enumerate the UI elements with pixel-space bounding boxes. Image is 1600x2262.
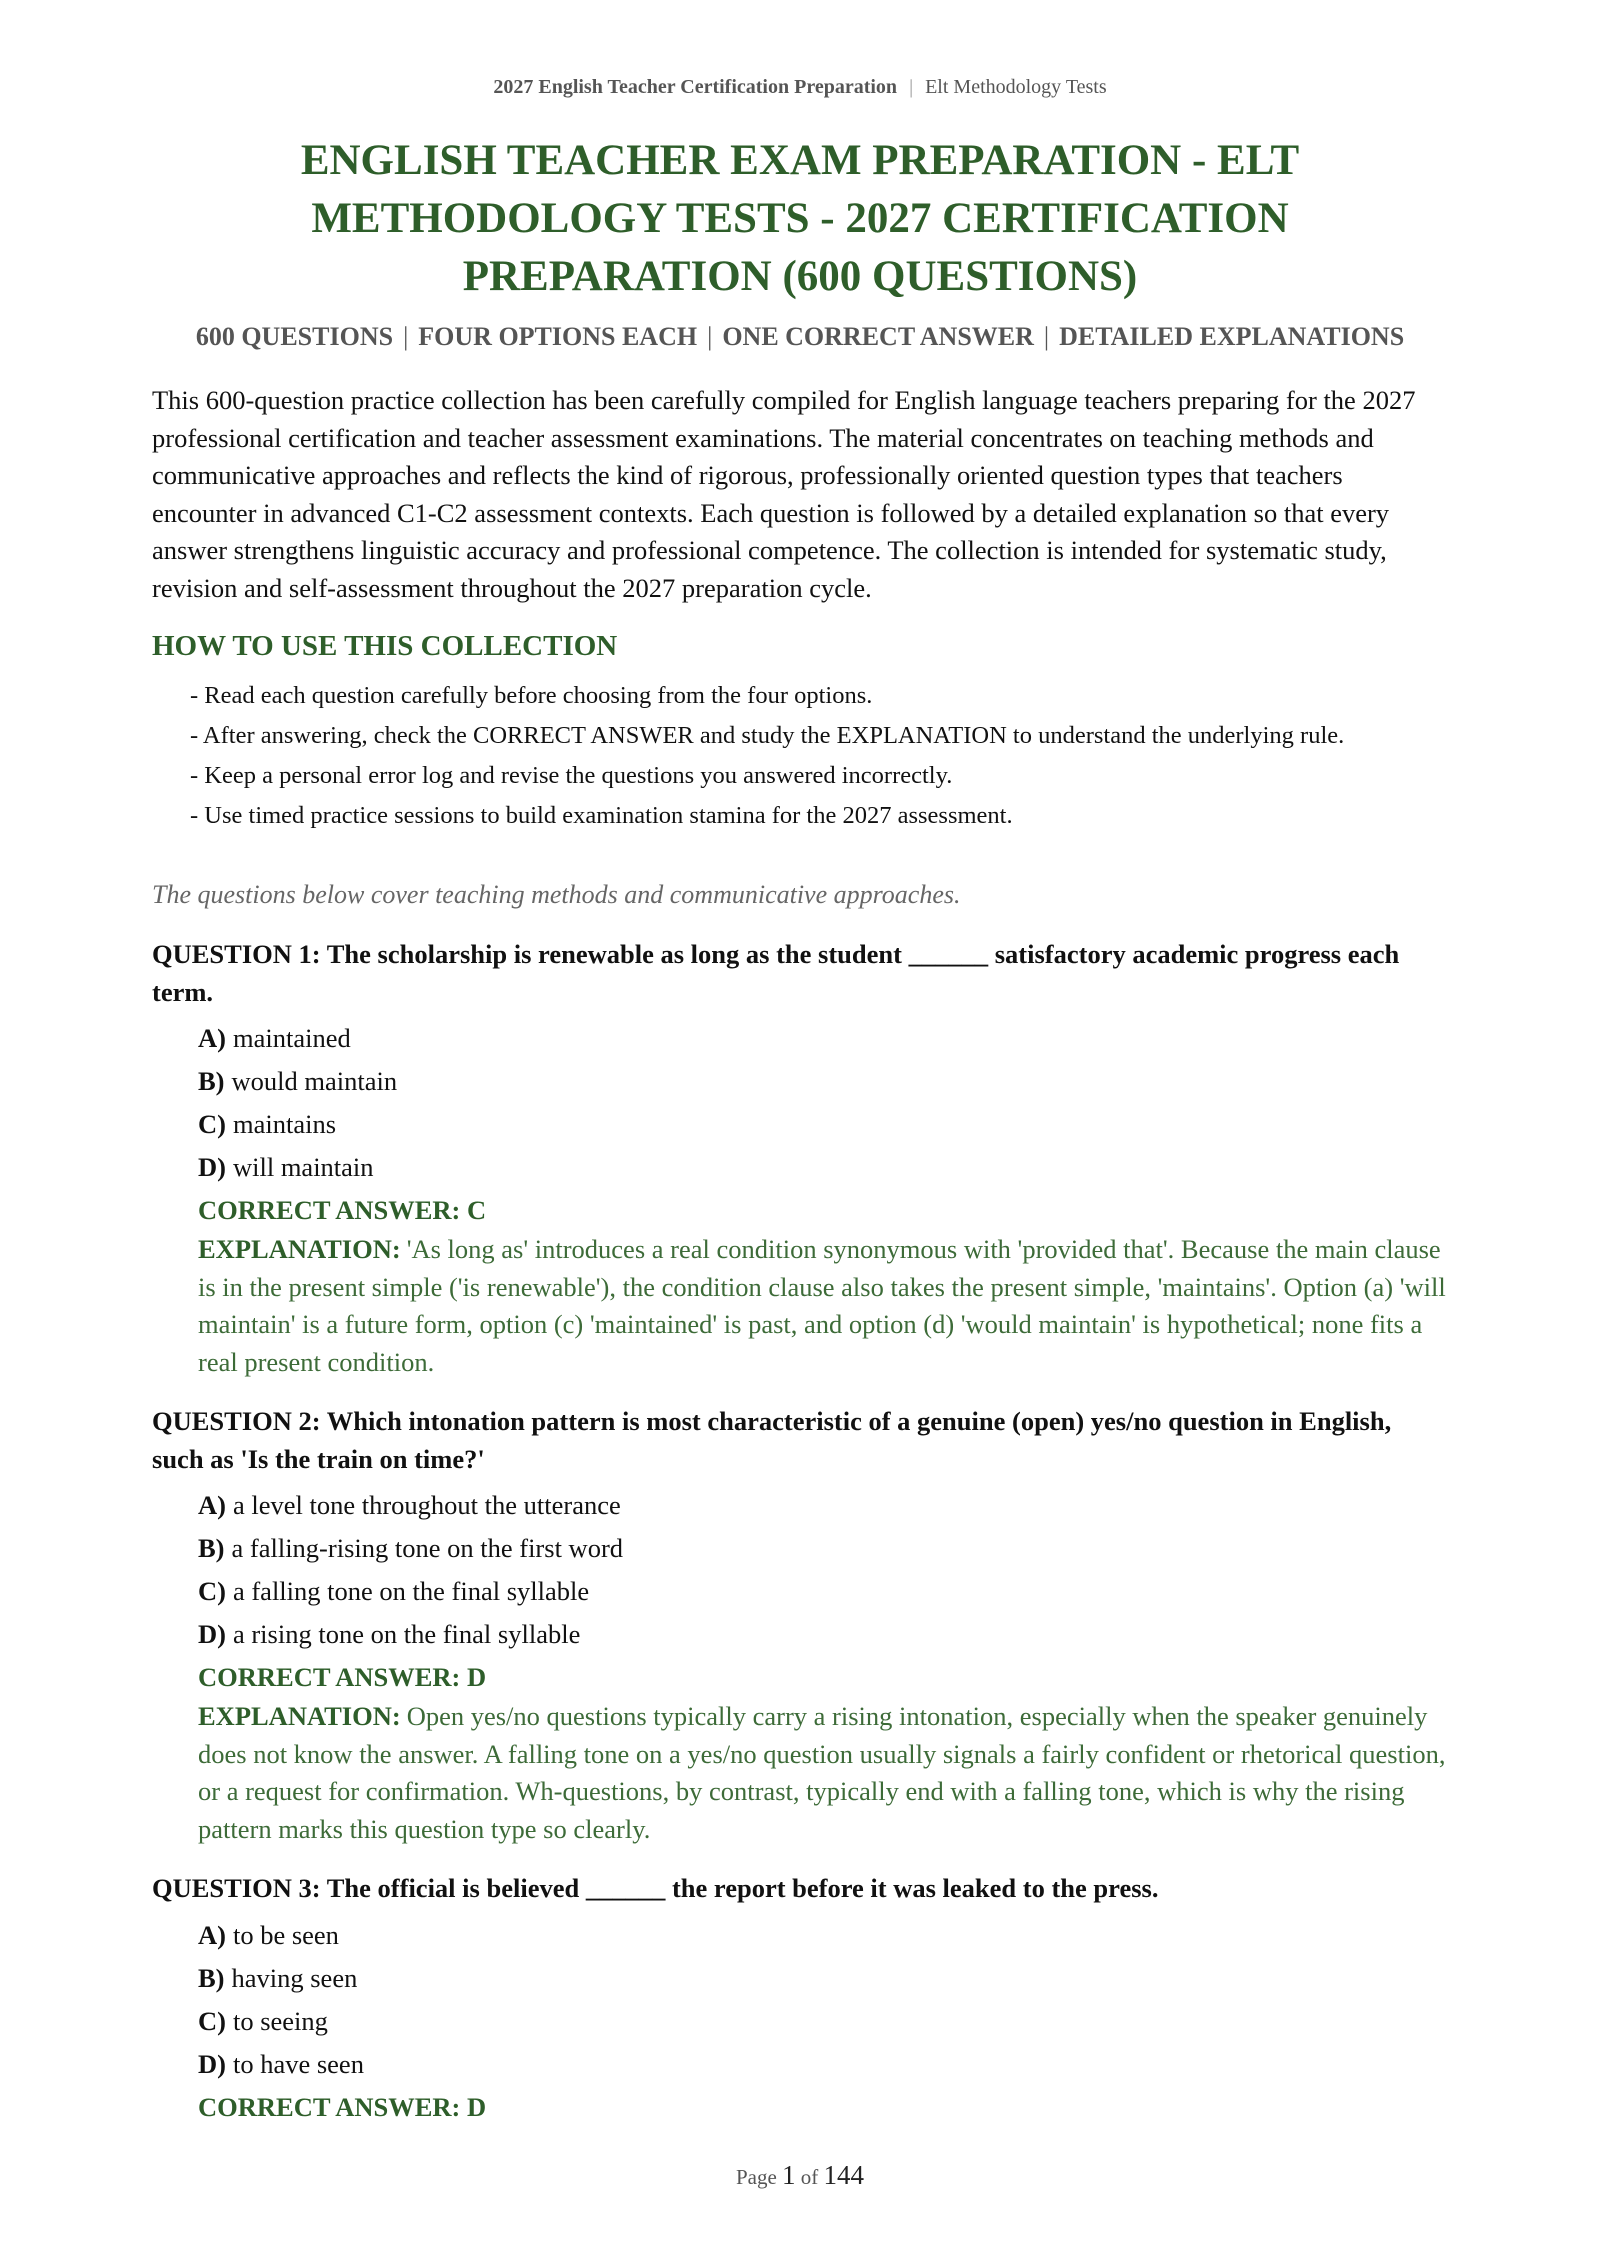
option-letter: A) bbox=[198, 1023, 226, 1053]
how-to-item: - After answering, check the CORRECT ANSWER and study the EXPLANATION to understand the underlying rule. bbox=[190, 722, 1345, 749]
answer-label: CORRECT ANSWER: bbox=[198, 1195, 461, 1225]
correct-answer bbox=[152, 1189, 1448, 1231]
intro-paragraph: This 600-question practice collection has been carefully compiled for English language teachers preparing for the 2027 professional certification and teacher assessment examinations. The material concentrates on teaching methods and communicative approaches and reflects the kind of rigorous, professionally oriented question types that teachers encounter in advanced C1-C2 assessment contexts. Each question is followed by a detailed explanation so that every answer strengthens linguistic accuracy and professional competence. The collection is intended for systematic study, revision and self-assessment throughout the 2027 preparation cycle. bbox=[152, 385, 1416, 603]
question-stem: QUESTION 2: Which intonation pattern is most characteristic of a genuine (open) yes/no question in English, such as 'Is the train on time?' bbox=[152, 1406, 1392, 1474]
option-text: to seeing bbox=[232, 2005, 328, 2036]
option-letter: D) bbox=[198, 1152, 226, 1182]
of-word: of bbox=[800, 2165, 819, 2189]
option-text: a falling-rising tone on the first word bbox=[231, 1533, 624, 1563]
option-text: a falling tone on the final syllable bbox=[232, 1576, 590, 1606]
explanation-label: EXPLANATION: bbox=[198, 1701, 401, 1731]
option-text: will maintain bbox=[232, 1152, 374, 1182]
running-header bbox=[152, 76, 1448, 99]
option-letter: D) bbox=[198, 2048, 226, 2079]
document-title: ENGLISH TEACHER EXAM PREPARATION - ELT METHODOLOGY TESTS - 2027 CERTIFICATION PREPARATION (600 QUESTIONS) bbox=[300, 137, 1300, 300]
running-header-left: 2027 English Teacher Certification Preparation bbox=[493, 76, 898, 98]
answer-letter: D bbox=[466, 1662, 487, 1692]
scope-note: The questions below cover teaching methods and communicative approaches. bbox=[152, 880, 961, 909]
correct-answer bbox=[152, 2086, 1448, 2128]
option-a bbox=[198, 1484, 1448, 1527]
option-d bbox=[198, 2043, 1448, 2086]
current-page-number: 1 bbox=[782, 2160, 796, 2190]
option-a bbox=[198, 1914, 1448, 1957]
answer-letter: C bbox=[466, 1195, 487, 1225]
option-list bbox=[152, 1914, 1448, 2086]
answer-label: CORRECT ANSWER: bbox=[198, 1662, 461, 1692]
total-page-count: 144 bbox=[823, 2160, 865, 2190]
running-header-separator: | bbox=[909, 76, 914, 98]
explanation bbox=[152, 1698, 1448, 1848]
option-letter: B) bbox=[198, 1533, 225, 1563]
explanation-label: EXPLANATION: bbox=[198, 1234, 401, 1264]
meta-separator: | bbox=[707, 322, 713, 351]
question-block-1 bbox=[152, 936, 1448, 1381]
option-b bbox=[198, 1527, 1448, 1570]
option-letter: C) bbox=[198, 1576, 226, 1606]
option-letter: B) bbox=[198, 1066, 225, 1096]
explanation-text: 'As long as' introduces a real condition synonymous with 'provided that'. Because the main clause is in the present simple ('is renewable'), the condition clause also takes the present simple, 'maintains'. Option (a) 'will maintain' is a future form, option (c) 'maintained' is past, and option (d) 'would maintain' is hypothetical; none fits a real present condition. bbox=[198, 1234, 1446, 1377]
meta-separator: | bbox=[403, 322, 409, 351]
how-to-item: - Read each question carefully before choosing from the four options. bbox=[190, 682, 873, 709]
meta-correct-answer: ONE CORRECT ANSWER bbox=[722, 322, 1034, 351]
answer-letter: D bbox=[466, 2091, 487, 2122]
option-text: to be seen bbox=[232, 1919, 339, 1950]
option-text: to have seen bbox=[232, 2048, 364, 2079]
meta-explanations: DETAILED EXPLANATIONS bbox=[1059, 322, 1405, 351]
question-stem: QUESTION 3: The official is believed ______ the report before it was leaked to the press. bbox=[152, 1873, 1159, 1903]
explanation bbox=[152, 1231, 1448, 1381]
how-to-heading: HOW TO USE THIS COLLECTION bbox=[152, 630, 618, 662]
option-a bbox=[198, 1017, 1448, 1060]
option-text: a rising tone on the final syllable bbox=[232, 1619, 581, 1649]
option-c bbox=[198, 1103, 1448, 1146]
meta-question-count: 600 QUESTIONS bbox=[195, 322, 394, 351]
option-text: maintained bbox=[232, 1023, 351, 1053]
answer-label: CORRECT ANSWER: bbox=[198, 2091, 461, 2122]
option-b bbox=[198, 1957, 1448, 2000]
how-to-item: - Use timed practice sessions to build examination stamina for the 2027 assessment. bbox=[190, 802, 1013, 829]
option-list bbox=[152, 1017, 1448, 1189]
option-d bbox=[198, 1146, 1448, 1189]
meta-options-count: FOUR OPTIONS EACH bbox=[418, 322, 698, 351]
meta-line bbox=[152, 322, 1448, 352]
option-letter: A) bbox=[198, 1490, 226, 1520]
option-letter: C) bbox=[198, 1109, 226, 1139]
running-header-right: Elt Methodology Tests bbox=[925, 76, 1107, 98]
explanation-text: Open yes/no questions typically carry a rising intonation, especially when the speaker genuinely does not know the answer. A falling tone on a yes/no question usually signals a fairly confident or rhetorical question, or a request for confirmation. Wh-questions, by contrast, typically end with a falling tone, which is why the rising pattern marks this question type so clearly. bbox=[198, 1701, 1446, 1844]
option-d bbox=[198, 1613, 1448, 1656]
option-b bbox=[198, 1060, 1448, 1103]
option-text: maintains bbox=[232, 1109, 337, 1139]
option-c bbox=[198, 1570, 1448, 1613]
option-list bbox=[152, 1484, 1448, 1656]
option-text: having seen bbox=[231, 1962, 358, 1993]
page-footer bbox=[0, 2160, 1600, 2191]
question-stem: QUESTION 1: The scholarship is renewable as long as the student ______ satisfactory academic progress each term. bbox=[152, 939, 1400, 1007]
option-c bbox=[198, 2000, 1448, 2043]
question-block-2 bbox=[152, 1403, 1448, 1848]
option-text: a level tone throughout the utterance bbox=[232, 1490, 621, 1520]
how-to-list bbox=[190, 678, 1440, 838]
option-letter: C) bbox=[198, 2005, 226, 2036]
how-to-item: - Keep a personal error log and revise the questions you answered incorrectly. bbox=[190, 762, 953, 789]
meta-separator: | bbox=[1043, 322, 1050, 351]
option-text: would maintain bbox=[231, 1066, 398, 1096]
option-letter: B) bbox=[198, 1962, 225, 1993]
option-letter: D) bbox=[198, 1619, 226, 1649]
page-word: Page bbox=[735, 2165, 777, 2189]
question-block-3 bbox=[152, 1870, 1448, 2128]
option-letter: A) bbox=[198, 1919, 226, 1950]
correct-answer bbox=[152, 1656, 1448, 1698]
